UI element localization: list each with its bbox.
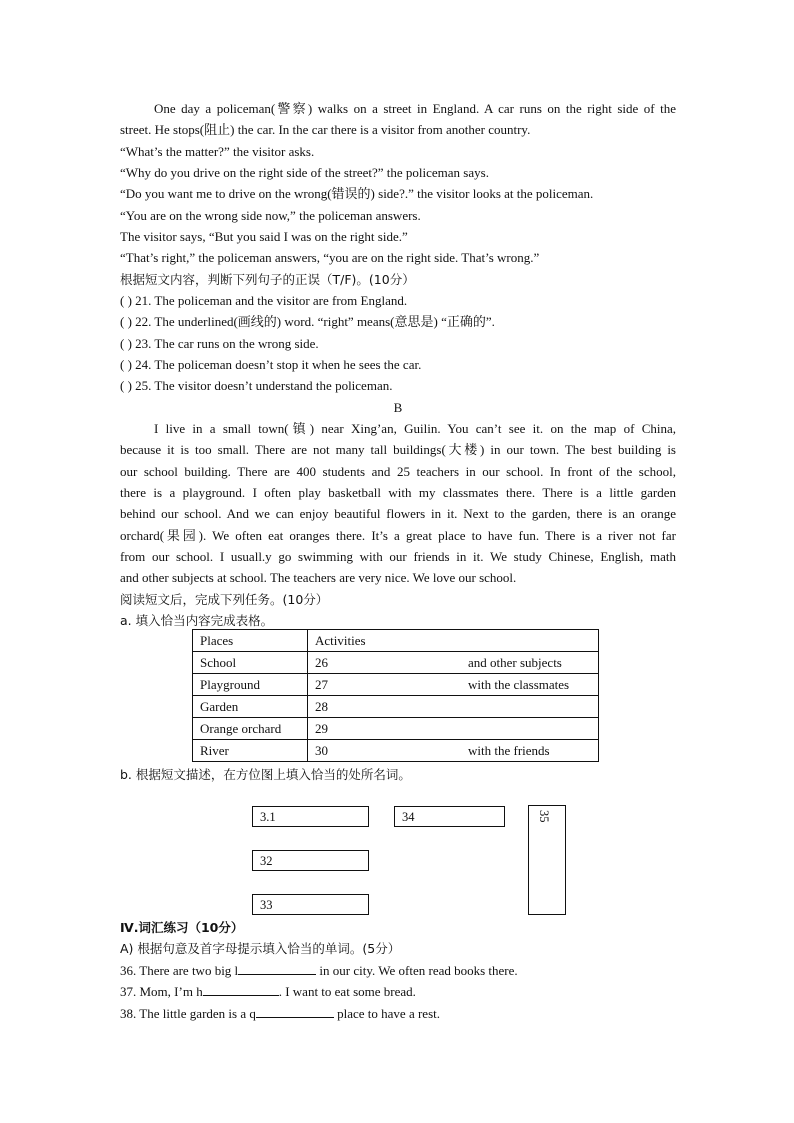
q38-pre: 38. The little garden is a q [120, 1006, 256, 1021]
map-box-32[interactable]: 32 [252, 850, 369, 871]
table-cell-place: River [193, 740, 308, 762]
map-box-35[interactable] [528, 805, 566, 915]
table-cell-place: Garden [193, 696, 308, 718]
passage-a-line-5: “Do you want me to drive on the wrong(错误的) side?.” the visitor looks at the policeman. [120, 186, 594, 201]
q37-post: . I want to eat some bread. [278, 984, 416, 999]
map-box-34[interactable]: 34 [394, 806, 505, 827]
table-row [193, 674, 599, 696]
table-cell-num: 27 [315, 677, 328, 692]
passage-a-line-6: “You are on the wrong side now,” the policeman answers. [120, 208, 421, 223]
task-instruction: 阅读短文后，完成下列任务。(10分） [120, 592, 329, 607]
passage-a-line-2: street. He stops(阻止) the car. In the car there is a visitor from another country. [120, 122, 531, 137]
table-cell-num: 28 [315, 699, 328, 714]
table-row [193, 696, 599, 718]
q36-post: in our city. We often read books there. [316, 963, 518, 978]
table-cell-place: School [193, 652, 308, 674]
passage-b-line-1: I live in a small town(镇) near Xing’an, Guilin. You can’t see it. on the map of China, [154, 421, 676, 436]
table-cell-num: 29 [315, 721, 328, 736]
section-iv-title: Ⅳ.词汇练习（10分） [120, 920, 244, 935]
map-box-33[interactable]: 33 [252, 894, 369, 915]
q36-pre: 36. There are two big l [120, 963, 239, 978]
passage-b-line-7: from our school. I usuall.y go swimming with our friends in it. We study Chinese, English, math [120, 549, 676, 564]
passage-b-line-8: and other subjects at school. The teachers are very nice. We love our school. [120, 570, 517, 585]
q38-post: place to have a rest. [333, 1006, 440, 1021]
table-row [193, 740, 599, 762]
tf-item-21: ( ) 21. The policeman and the visitor are from England. [120, 293, 408, 308]
passage-a-line-8: “That’s right,” the policeman answers, “you are on the right side. That’s wrong.” [120, 250, 540, 265]
table-cell-activity[interactable] [308, 718, 599, 740]
task-part-a: a. 填入恰当内容完成表格。 [120, 613, 274, 628]
task-part-b: b. 根据短文描述，在方位图上填入恰当的处所名词。 [120, 767, 411, 782]
table-row [193, 718, 599, 740]
table-header-places: Places [193, 630, 308, 652]
section-iv-sub-a: A) 根据句意及首字母提示填入恰当的单词。(5分） [120, 941, 401, 956]
table-header-activities: Activities [308, 630, 599, 652]
q38-blank[interactable] [256, 1004, 334, 1018]
passage-b-line-5: behind our school. And we can enjoy beautiful flowers in it. Next to the garden, there is an orange [120, 506, 676, 521]
passage-a-line-4: “Why do you drive on the right side of the street?” the policeman says. [120, 165, 489, 180]
table-cell-activity[interactable] [308, 652, 599, 674]
map-box-35-label: 35 [537, 810, 551, 823]
question-37 [120, 981, 676, 1002]
passage-b-line-3: our school building. There are 400 students and 25 teachers in our school. In front of the school, [120, 464, 676, 479]
passage-a-line-1: One day a policeman(警察) walks on a street in England. A car runs on the right side of the [154, 101, 676, 116]
q37-pre: 37. Mom, I’m h [120, 984, 203, 999]
table-cell-extra: and other subjects [468, 655, 562, 670]
passage-b-line-6: orchard(果园). We often eat oranges there. It’s a great place to have fun. There is a river not far [120, 528, 676, 543]
table-cell-activity[interactable] [308, 674, 599, 696]
table-cell-activity[interactable] [308, 740, 599, 762]
table-cell-extra: with the classmates [468, 677, 570, 692]
passage-a-line-3: “What’s the matter?” the visitor asks. [120, 144, 315, 159]
table-row [193, 652, 599, 674]
tf-item-25: ( ) 25. The visitor doesn’t understand the policeman. [120, 378, 393, 393]
tf-instruction: 根据短文内容，判断下列句子的正误（T/F)。(10分） [120, 272, 415, 287]
tf-item-23: ( ) 23. The car runs on the wrong side. [120, 336, 319, 351]
passage-b-line-4: there is a playground. I often play basketball with my classmates there. There is a little garden [120, 485, 676, 500]
question-36 [120, 960, 676, 981]
q37-blank[interactable] [203, 982, 279, 996]
question-38 [120, 1003, 676, 1024]
tf-item-24: ( ) 24. The policeman doesn’t stop it when he sees the car. [120, 357, 422, 372]
table-cell-activity[interactable] [308, 696, 599, 718]
table-cell-place: Playground [193, 674, 308, 696]
table-cell-num: 30 [315, 743, 328, 758]
table-cell-num: 26 [315, 655, 328, 670]
activities-table [192, 629, 599, 762]
passage-b-line-2: because it is too small. There are not many tall buildings(大楼) in our town. The best building is [120, 442, 676, 457]
table-cell-place: Orange orchard [193, 718, 308, 740]
passage-b-heading: B [393, 400, 403, 415]
tf-item-22: ( ) 22. The underlined(画线的) word. “right” means(意思是) “正确的”. [120, 314, 495, 329]
passage-a-line-7: The visitor says, “But you said I was on the right side.” [120, 229, 408, 244]
table-cell-extra: with the friends [468, 743, 550, 758]
map-box-31[interactable]: 3.1 [252, 806, 369, 827]
table-header-row [193, 630, 599, 652]
q36-blank[interactable] [238, 961, 316, 975]
